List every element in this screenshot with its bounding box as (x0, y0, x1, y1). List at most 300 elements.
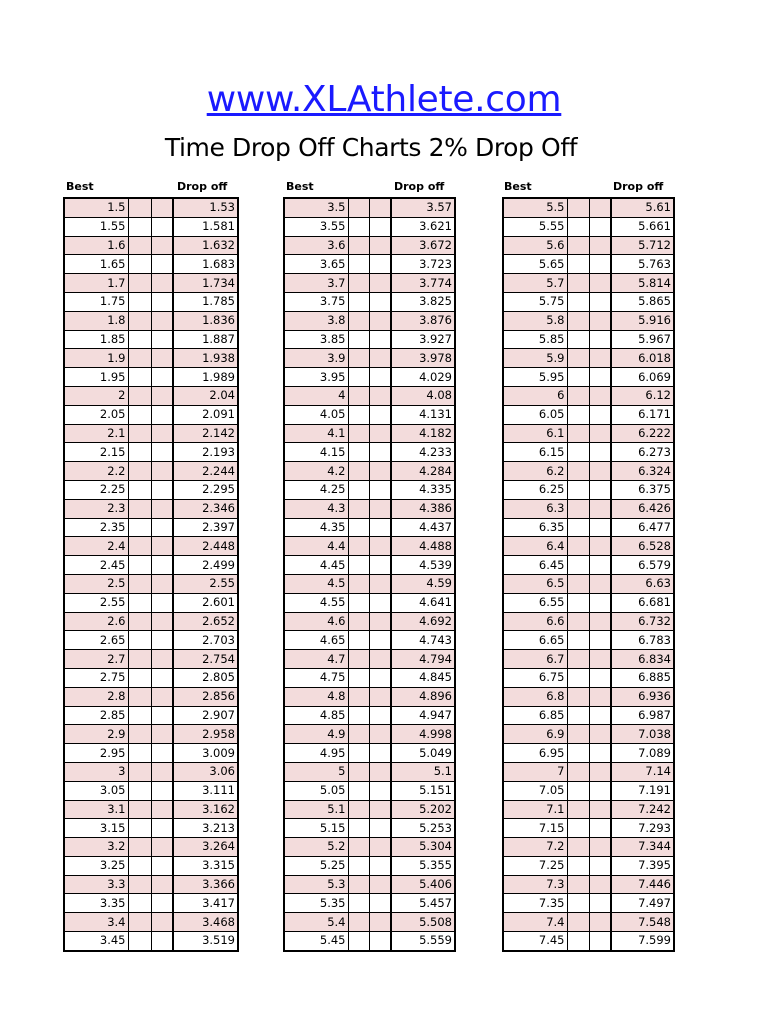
drop-off-cell: 6.834 (611, 650, 674, 669)
empty-cell (128, 781, 151, 800)
table-row (64, 255, 238, 274)
best-time-cell: 7.3 (503, 875, 567, 894)
table-row (284, 574, 455, 593)
drop-table (63, 197, 239, 952)
drop-off-cell: 5.916 (611, 311, 674, 330)
drop-off-cell: 3.621 (391, 217, 455, 236)
empty-cell (567, 368, 589, 387)
drop-off-cell: 4.437 (391, 518, 455, 537)
drop-off-cell: 6.069 (611, 368, 674, 387)
best-time-cell: 3.85 (284, 330, 348, 349)
empty-cell (369, 405, 391, 424)
table-row (64, 537, 238, 556)
table-row (284, 236, 455, 255)
empty-cell (128, 386, 151, 405)
drop-off-cell: 2.091 (173, 405, 238, 424)
best-time-cell: 6.3 (503, 499, 567, 518)
best-time-cell: 5.95 (503, 368, 567, 387)
empty-cell (369, 292, 391, 311)
best-time-cell: 4.3 (284, 499, 348, 518)
best-time-cell: 5.05 (284, 781, 348, 800)
table-row (64, 819, 238, 838)
table-row (64, 386, 238, 405)
best-time-cell: 5.1 (284, 800, 348, 819)
empty-cell (348, 894, 369, 913)
empty-cell (151, 650, 173, 669)
empty-cell (567, 593, 589, 612)
best-time-cell: 3.9 (284, 349, 348, 368)
empty-cell (567, 725, 589, 744)
best-time-cell: 2.8 (64, 687, 128, 706)
table-row (503, 311, 674, 330)
best-time-cell: 1.5 (64, 198, 128, 217)
empty-cell (567, 612, 589, 631)
best-time-cell: 2 (64, 386, 128, 405)
drop-off-cell: 2.244 (173, 462, 238, 481)
drop-off-cell: 2.142 (173, 424, 238, 443)
drop-off-cell: 3.468 (173, 913, 238, 932)
empty-cell (369, 819, 391, 838)
empty-cell (151, 631, 173, 650)
empty-cell (369, 255, 391, 274)
table-row (64, 612, 238, 631)
best-time-cell: 4.55 (284, 593, 348, 612)
table-row (503, 462, 674, 481)
best-time-cell: 4.75 (284, 668, 348, 687)
best-time-cell: 7.35 (503, 894, 567, 913)
empty-cell (589, 405, 611, 424)
best-time-cell: 4.95 (284, 744, 348, 763)
drop-off-cell: 5.712 (611, 236, 674, 255)
table-row (64, 556, 238, 575)
best-time-cell: 7.05 (503, 781, 567, 800)
table-row (503, 443, 674, 462)
empty-cell (348, 537, 369, 556)
best-time-cell: 4.9 (284, 725, 348, 744)
table-row (503, 932, 674, 951)
drop-off-cell: 7.038 (611, 725, 674, 744)
drop-off-cell: 4.488 (391, 537, 455, 556)
best-time-cell: 3.25 (64, 856, 128, 875)
empty-cell (589, 574, 611, 593)
drop-off-cell: 2.397 (173, 518, 238, 537)
empty-cell (151, 856, 173, 875)
empty-cell (369, 650, 391, 669)
drop-off-cell: 6.681 (611, 593, 674, 612)
best-time-cell: 2.15 (64, 443, 128, 462)
drop-off-cell: 2.805 (173, 668, 238, 687)
best-time-cell: 2.05 (64, 405, 128, 424)
drop-off-cell: 1.683 (173, 255, 238, 274)
drop-off-cell: 5.049 (391, 744, 455, 763)
empty-cell (128, 349, 151, 368)
drop-off-cell: 4.284 (391, 462, 455, 481)
best-time-cell: 6.2 (503, 462, 567, 481)
best-time-cell: 6.9 (503, 725, 567, 744)
empty-cell (589, 443, 611, 462)
empty-cell (348, 518, 369, 537)
empty-cell (348, 236, 369, 255)
best-time-cell: 4.35 (284, 518, 348, 537)
drop-off-cell: 4.386 (391, 499, 455, 518)
drop-off-cell: 2.958 (173, 725, 238, 744)
table-row (64, 687, 238, 706)
table-row (503, 386, 674, 405)
best-time-cell: 2.65 (64, 631, 128, 650)
table-row (64, 462, 238, 481)
empty-cell (369, 274, 391, 293)
empty-cell (369, 217, 391, 236)
drop-off-cell: 7.14 (611, 762, 674, 781)
drop-off-cell: 3.774 (391, 274, 455, 293)
empty-cell (567, 687, 589, 706)
table-row (503, 762, 674, 781)
empty-cell (128, 499, 151, 518)
empty-cell (348, 311, 369, 330)
drop-off-label: Drop off (613, 180, 664, 193)
best-time-cell: 3.3 (64, 875, 128, 894)
drop-off-cell: 5.661 (611, 217, 674, 236)
table-row (64, 311, 238, 330)
drop-off-cell: 4.182 (391, 424, 455, 443)
best-time-cell: 2.25 (64, 480, 128, 499)
empty-cell (369, 800, 391, 819)
best-time-cell: 3.45 (64, 932, 128, 951)
drop-off-cell: 3.519 (173, 932, 238, 951)
empty-cell (369, 537, 391, 556)
drop-off-cell: 7.497 (611, 894, 674, 913)
drop-table (502, 197, 675, 952)
empty-cell (567, 462, 589, 481)
best-time-cell: 3 (64, 762, 128, 781)
empty-cell (567, 838, 589, 857)
table-row (503, 612, 674, 631)
empty-cell (348, 631, 369, 650)
empty-cell (128, 932, 151, 951)
empty-cell (589, 217, 611, 236)
table-row (503, 706, 674, 725)
best-time-cell: 2.95 (64, 744, 128, 763)
drop-off-cell: 3.213 (173, 819, 238, 838)
page-title: Time Drop Off Charts 2% Drop Off (164, 133, 578, 162)
table-row (284, 687, 455, 706)
empty-cell (369, 762, 391, 781)
empty-cell (567, 499, 589, 518)
drop-off-cell: 5.61 (611, 198, 674, 217)
best-time-cell: 1.55 (64, 217, 128, 236)
best-time-cell: 3.75 (284, 292, 348, 311)
table-row (64, 330, 238, 349)
table-row (503, 650, 674, 669)
empty-cell (348, 838, 369, 857)
drop-off-cell: 5.406 (391, 875, 455, 894)
best-time-cell: 3.35 (64, 894, 128, 913)
empty-cell (567, 574, 589, 593)
table-row (503, 781, 674, 800)
table-row (284, 800, 455, 819)
empty-cell (348, 819, 369, 838)
drop-off-cell: 6.273 (611, 443, 674, 462)
empty-cell (151, 687, 173, 706)
best-time-cell: 6.5 (503, 574, 567, 593)
table-row (64, 668, 238, 687)
empty-cell (369, 913, 391, 932)
best-time-cell: 2.1 (64, 424, 128, 443)
table-row (503, 537, 674, 556)
drop-off-cell: 1.887 (173, 330, 238, 349)
best-time-cell: 4.65 (284, 631, 348, 650)
empty-cell (128, 631, 151, 650)
table-row (284, 405, 455, 424)
drop-off-cell: 7.344 (611, 838, 674, 857)
table-row (503, 330, 674, 349)
drop-off-cell: 6.477 (611, 518, 674, 537)
empty-cell (369, 744, 391, 763)
empty-cell (369, 593, 391, 612)
empty-cell (151, 274, 173, 293)
best-time-cell: 5.45 (284, 932, 348, 951)
empty-cell (128, 706, 151, 725)
table-row (284, 424, 455, 443)
empty-cell (128, 424, 151, 443)
table-row (503, 856, 674, 875)
empty-cell (128, 330, 151, 349)
drop-off-label: Drop off (177, 180, 228, 193)
table-row (64, 349, 238, 368)
best-time-cell: 5.55 (503, 217, 567, 236)
empty-cell (589, 894, 611, 913)
table-row (284, 838, 455, 857)
table-row (503, 800, 674, 819)
best-time-cell: 3.1 (64, 800, 128, 819)
empty-cell (369, 518, 391, 537)
empty-cell (348, 668, 369, 687)
best-time-cell: 2.2 (64, 462, 128, 481)
best-time-cell: 1.6 (64, 236, 128, 255)
table-row (64, 198, 238, 217)
empty-cell (589, 593, 611, 612)
drop-off-cell: 5.865 (611, 292, 674, 311)
best-time-cell: 4.85 (284, 706, 348, 725)
empty-cell (567, 856, 589, 875)
empty-cell (128, 913, 151, 932)
drop-off-cell: 5.457 (391, 894, 455, 913)
best-time-cell: 5.85 (503, 330, 567, 349)
drop-off-cell: 3.06 (173, 762, 238, 781)
empty-cell (567, 650, 589, 669)
best-time-cell: 5.65 (503, 255, 567, 274)
column-header (63, 178, 241, 197)
best-time-cell: 6.25 (503, 480, 567, 499)
empty-cell (567, 932, 589, 951)
drop-off-cell: 7.293 (611, 819, 674, 838)
table-row (284, 386, 455, 405)
best-time-cell: 5.3 (284, 875, 348, 894)
best-time-cell: 2.6 (64, 612, 128, 631)
drop-off-cell: 7.395 (611, 856, 674, 875)
table-row (64, 781, 238, 800)
best-label: Best (286, 180, 314, 193)
drop-off-cell: 7.599 (611, 932, 674, 951)
best-time-cell: 6.45 (503, 556, 567, 575)
empty-cell (128, 800, 151, 819)
empty-cell (151, 668, 173, 687)
empty-cell (567, 706, 589, 725)
empty-cell (589, 875, 611, 894)
table-row (284, 593, 455, 612)
table-row (64, 368, 238, 387)
empty-cell (369, 894, 391, 913)
drop-off-cell: 1.632 (173, 236, 238, 255)
empty-cell (151, 932, 173, 951)
best-time-cell: 5.25 (284, 856, 348, 875)
empty-cell (151, 424, 173, 443)
drop-off-cell: 5.355 (391, 856, 455, 875)
empty-cell (348, 856, 369, 875)
table-row (64, 856, 238, 875)
empty-cell (369, 236, 391, 255)
table-row (284, 368, 455, 387)
drop-off-cell: 3.162 (173, 800, 238, 819)
drop-off-cell: 4.794 (391, 650, 455, 669)
best-time-cell: 6 (503, 386, 567, 405)
empty-cell (589, 612, 611, 631)
empty-cell (369, 462, 391, 481)
empty-cell (369, 330, 391, 349)
drop-off-cell: 1.53 (173, 198, 238, 217)
empty-cell (589, 255, 611, 274)
table-row (64, 518, 238, 537)
drop-off-cell: 5.253 (391, 819, 455, 838)
empty-cell (567, 330, 589, 349)
drop-off-cell: 6.783 (611, 631, 674, 650)
table-row (284, 894, 455, 913)
table-row (284, 781, 455, 800)
site-link[interactable]: www.XLAthlete.com (206, 79, 562, 120)
empty-cell (567, 274, 589, 293)
best-time-cell: 3.6 (284, 236, 348, 255)
drop-table (283, 197, 456, 952)
drop-off-cell: 6.528 (611, 537, 674, 556)
drop-off-cell: 3.366 (173, 875, 238, 894)
empty-cell (589, 800, 611, 819)
drop-off-cell: 3.723 (391, 255, 455, 274)
best-time-cell: 3.2 (64, 838, 128, 857)
best-time-cell: 3.65 (284, 255, 348, 274)
empty-cell (348, 725, 369, 744)
empty-cell (128, 762, 151, 781)
empty-cell (369, 706, 391, 725)
drop-off-cell: 1.836 (173, 311, 238, 330)
table-row (284, 217, 455, 236)
table-row (64, 274, 238, 293)
table-row (284, 462, 455, 481)
drop-off-cell: 3.111 (173, 781, 238, 800)
empty-cell (151, 198, 173, 217)
table-row (64, 932, 238, 951)
empty-cell (589, 668, 611, 687)
empty-cell (151, 913, 173, 932)
drop-off-cell: 4.743 (391, 631, 455, 650)
empty-cell (348, 650, 369, 669)
best-time-cell: 1.95 (64, 368, 128, 387)
best-time-cell: 3.4 (64, 913, 128, 932)
table-row (64, 800, 238, 819)
best-time-cell: 5.9 (503, 349, 567, 368)
drop-off-cell: 3.57 (391, 198, 455, 217)
best-time-cell: 6.05 (503, 405, 567, 424)
best-time-cell: 7.1 (503, 800, 567, 819)
empty-cell (369, 838, 391, 857)
table-row (64, 725, 238, 744)
best-time-cell: 7.45 (503, 932, 567, 951)
table-row (284, 706, 455, 725)
empty-cell (369, 612, 391, 631)
drop-off-cell: 4.998 (391, 725, 455, 744)
table-row (64, 405, 238, 424)
best-time-cell: 3.95 (284, 368, 348, 387)
empty-cell (567, 443, 589, 462)
drop-off-cell: 7.446 (611, 875, 674, 894)
empty-cell (128, 612, 151, 631)
table-row (284, 255, 455, 274)
best-time-cell: 4.7 (284, 650, 348, 669)
table-row (64, 894, 238, 913)
table-row (503, 819, 674, 838)
best-time-cell: 6.7 (503, 650, 567, 669)
empty-cell (151, 744, 173, 763)
best-time-cell: 2.3 (64, 499, 128, 518)
best-time-cell: 7.15 (503, 819, 567, 838)
best-time-cell: 5.7 (503, 274, 567, 293)
table-row (64, 480, 238, 499)
drop-off-cell: 3.264 (173, 838, 238, 857)
best-time-cell: 7.2 (503, 838, 567, 857)
table-row (64, 650, 238, 669)
drop-off-cell: 2.499 (173, 556, 238, 575)
empty-cell (151, 800, 173, 819)
drop-off-cell: 6.936 (611, 687, 674, 706)
empty-cell (567, 311, 589, 330)
drop-off-cell: 6.426 (611, 499, 674, 518)
table-row (503, 894, 674, 913)
empty-cell (128, 593, 151, 612)
empty-cell (589, 856, 611, 875)
table-row (284, 819, 455, 838)
empty-cell (151, 349, 173, 368)
drop-off-cell: 4.692 (391, 612, 455, 631)
table-row (284, 292, 455, 311)
empty-cell (128, 198, 151, 217)
empty-cell (151, 574, 173, 593)
best-time-cell: 2.55 (64, 593, 128, 612)
table-row (64, 217, 238, 236)
empty-cell (128, 725, 151, 744)
best-time-cell: 4.1 (284, 424, 348, 443)
best-time-cell: 6.65 (503, 631, 567, 650)
table-row (64, 631, 238, 650)
drop-off-cell: 4.845 (391, 668, 455, 687)
drop-off-cell: 3.672 (391, 236, 455, 255)
empty-cell (348, 875, 369, 894)
empty-cell (589, 537, 611, 556)
drop-off-cell: 4.233 (391, 443, 455, 462)
empty-cell (589, 762, 611, 781)
empty-cell (567, 349, 589, 368)
empty-cell (348, 612, 369, 631)
empty-cell (348, 386, 369, 405)
best-time-cell: 1.8 (64, 311, 128, 330)
